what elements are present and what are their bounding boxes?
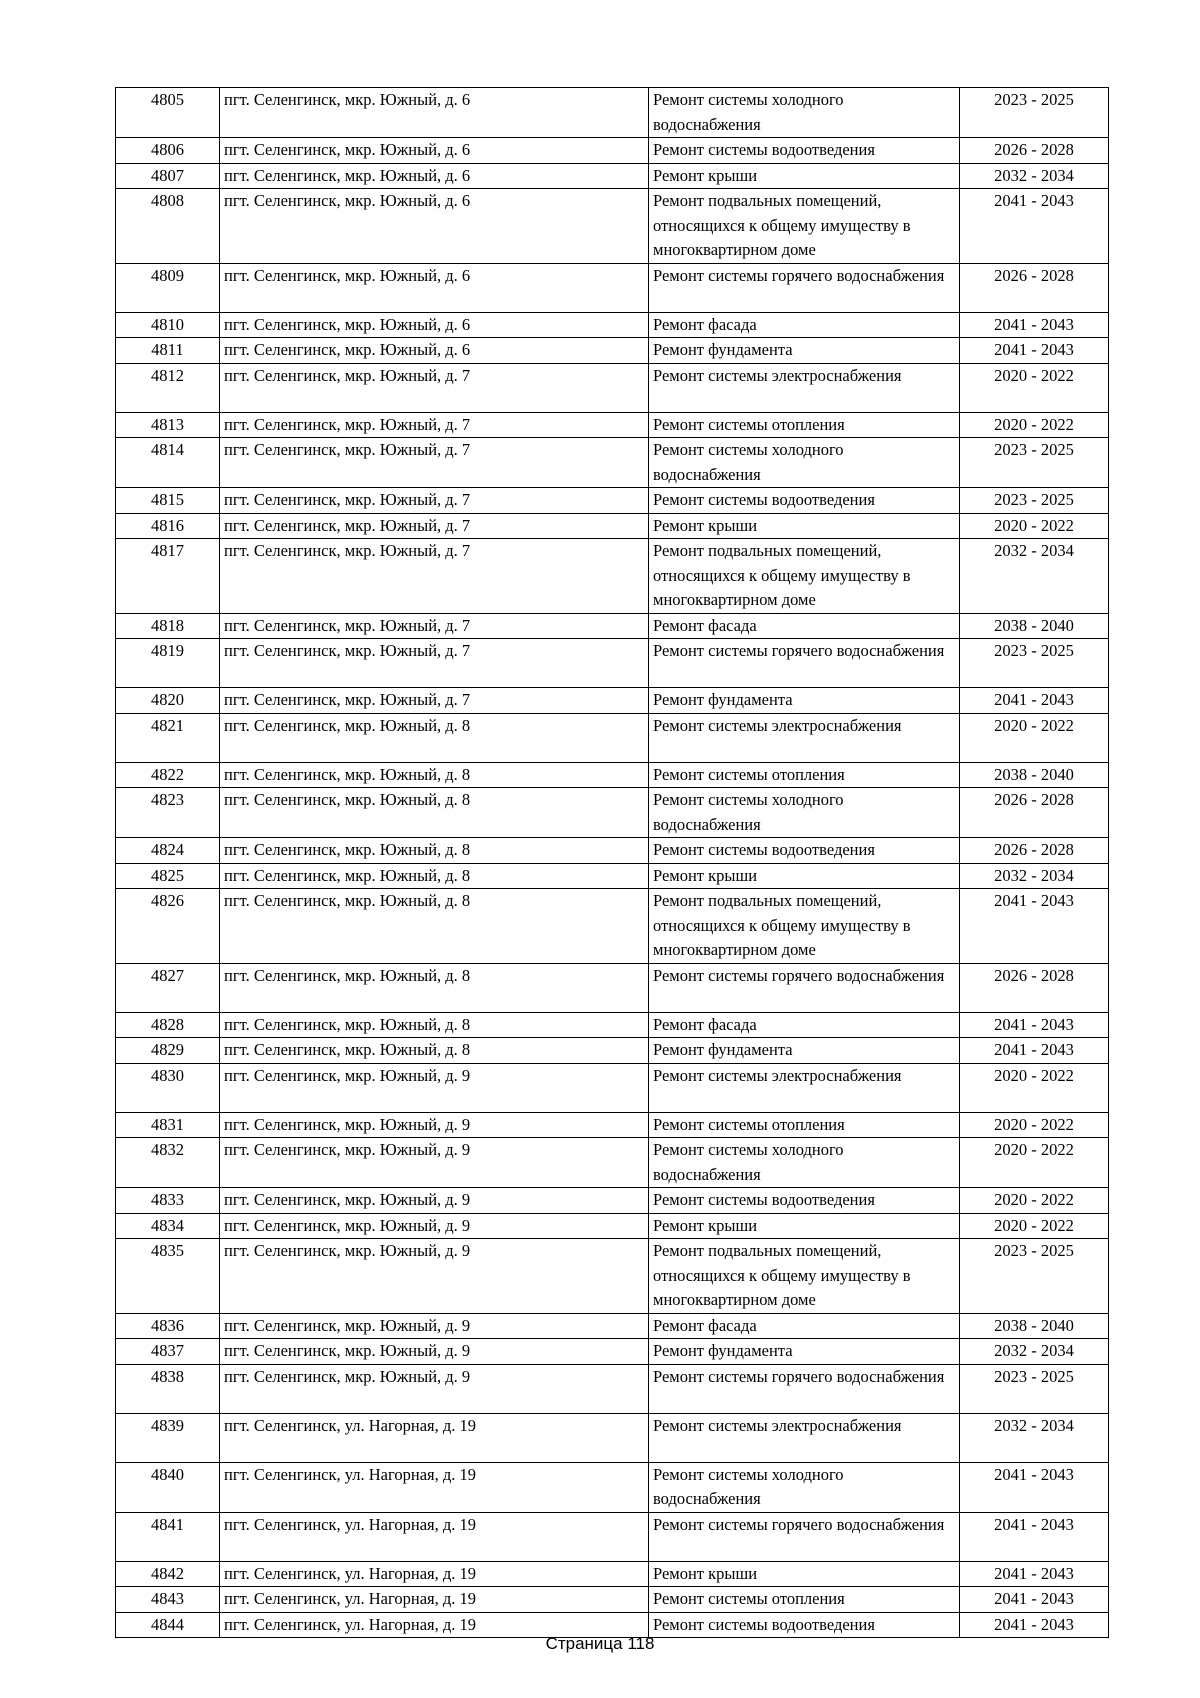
table-row <box>116 1413 1109 1462</box>
work-type-cell: Ремонт системы холодного водоснабжения <box>649 788 960 838</box>
table-row <box>116 788 1109 838</box>
period-cell: 2023 - 2025 <box>960 488 1109 514</box>
repair-schedule-table <box>115 87 1109 1638</box>
row-number: 4820 <box>116 688 220 714</box>
period-cell: 2023 - 2025 <box>960 1239 1109 1314</box>
row-number: 4839 <box>116 1413 220 1462</box>
address-cell: пгт. Селенгинск, мкр. Южный, д. 8 <box>220 889 649 964</box>
work-type-cell: Ремонт системы холодного водоснабжения <box>649 438 960 488</box>
work-type-cell: Ремонт системы отопления <box>649 762 960 788</box>
work-type-cell: Ремонт крыши <box>649 863 960 889</box>
table-row <box>116 1012 1109 1038</box>
table-row <box>116 713 1109 762</box>
period-cell: 2026 - 2028 <box>960 838 1109 864</box>
address-cell: пгт. Селенгинск, ул. Нагорная, д. 19 <box>220 1561 649 1587</box>
period-cell: 2020 - 2022 <box>960 412 1109 438</box>
row-number: 4834 <box>116 1213 220 1239</box>
work-type-cell: Ремонт системы холодного водоснабжения <box>649 1462 960 1512</box>
period-cell: 2026 - 2028 <box>960 138 1109 164</box>
table-row <box>116 1462 1109 1512</box>
table-row <box>116 1188 1109 1214</box>
work-type-cell: Ремонт системы холодного водоснабжения <box>649 88 960 138</box>
address-cell: пгт. Селенгинск, мкр. Южный, д. 6 <box>220 88 649 138</box>
row-number: 4826 <box>116 889 220 964</box>
period-cell: 2032 - 2034 <box>960 1339 1109 1365</box>
row-number: 4808 <box>116 189 220 264</box>
table-row <box>116 889 1109 964</box>
address-cell: пгт. Селенгинск, мкр. Южный, д. 9 <box>220 1313 649 1339</box>
table-row <box>116 438 1109 488</box>
address-cell: пгт. Селенгинск, мкр. Южный, д. 9 <box>220 1188 649 1214</box>
work-type-cell: Ремонт крыши <box>649 1561 960 1587</box>
work-type-cell: Ремонт фундамента <box>649 688 960 714</box>
table-row <box>116 613 1109 639</box>
period-cell: 2020 - 2022 <box>960 1112 1109 1138</box>
work-type-cell: Ремонт системы холодного водоснабжения <box>649 1138 960 1188</box>
table-row <box>116 1587 1109 1613</box>
table-row <box>116 963 1109 1012</box>
address-cell: пгт. Селенгинск, ул. Нагорная, д. 19 <box>220 1587 649 1613</box>
work-type-cell: Ремонт фасада <box>649 1313 960 1339</box>
row-number: 4840 <box>116 1462 220 1512</box>
period-cell: 2020 - 2022 <box>960 363 1109 412</box>
table-row <box>116 838 1109 864</box>
row-number: 4836 <box>116 1313 220 1339</box>
work-type-cell: Ремонт подвальных помещений, относящихся к общему имуществу в многоквартирном доме <box>649 889 960 964</box>
work-type-cell: Ремонт системы водоотведения <box>649 1612 960 1638</box>
row-number: 4805 <box>116 88 220 138</box>
work-type-cell: Ремонт системы электроснабжения <box>649 713 960 762</box>
period-cell: 2026 - 2028 <box>960 963 1109 1012</box>
address-cell: пгт. Селенгинск, ул. Нагорная, д. 19 <box>220 1462 649 1512</box>
row-number: 4825 <box>116 863 220 889</box>
table-row <box>116 1239 1109 1314</box>
table-row <box>116 263 1109 312</box>
period-cell: 2041 - 2043 <box>960 1038 1109 1064</box>
period-cell: 2041 - 2043 <box>960 688 1109 714</box>
period-cell: 2020 - 2022 <box>960 1138 1109 1188</box>
row-number: 4817 <box>116 539 220 614</box>
period-cell: 2038 - 2040 <box>960 762 1109 788</box>
work-type-cell: Ремонт системы отопления <box>649 1112 960 1138</box>
period-cell: 2023 - 2025 <box>960 88 1109 138</box>
period-cell: 2038 - 2040 <box>960 1313 1109 1339</box>
period-cell: 2032 - 2034 <box>960 863 1109 889</box>
row-number: 4821 <box>116 713 220 762</box>
row-number: 4811 <box>116 338 220 364</box>
address-cell: пгт. Селенгинск, мкр. Южный, д. 7 <box>220 412 649 438</box>
row-number: 4841 <box>116 1512 220 1561</box>
row-number: 4813 <box>116 412 220 438</box>
address-cell: пгт. Селенгинск, мкр. Южный, д. 7 <box>220 363 649 412</box>
row-number: 4835 <box>116 1239 220 1314</box>
table-row <box>116 488 1109 514</box>
work-type-cell: Ремонт фундамента <box>649 1339 960 1365</box>
table-body <box>116 88 1109 1638</box>
address-cell: пгт. Селенгинск, мкр. Южный, д. 7 <box>220 539 649 614</box>
period-cell: 2023 - 2025 <box>960 438 1109 488</box>
work-type-cell: Ремонт подвальных помещений, относящихся к общему имуществу в многоквартирном доме <box>649 539 960 614</box>
address-cell: пгт. Селенгинск, мкр. Южный, д. 9 <box>220 1364 649 1413</box>
address-cell: пгт. Селенгинск, мкр. Южный, д. 6 <box>220 338 649 364</box>
work-type-cell: Ремонт системы электроснабжения <box>649 1063 960 1112</box>
period-cell: 2032 - 2034 <box>960 1413 1109 1462</box>
work-type-cell: Ремонт системы горячего водоснабжения <box>649 1512 960 1561</box>
work-type-cell: Ремонт системы горячего водоснабжения <box>649 639 960 688</box>
period-cell: 2041 - 2043 <box>960 1462 1109 1512</box>
work-type-cell: Ремонт фундамента <box>649 1038 960 1064</box>
work-type-cell: Ремонт системы водоотведения <box>649 488 960 514</box>
table-row <box>116 1138 1109 1188</box>
address-cell: пгт. Селенгинск, мкр. Южный, д. 9 <box>220 1138 649 1188</box>
work-type-cell: Ремонт подвальных помещений, относящихся к общему имуществу в многоквартирном доме <box>649 189 960 264</box>
period-cell: 2026 - 2028 <box>960 263 1109 312</box>
table-row <box>116 163 1109 189</box>
address-cell: пгт. Селенгинск, мкр. Южный, д. 8 <box>220 762 649 788</box>
row-number: 4843 <box>116 1587 220 1613</box>
table-row <box>116 1512 1109 1561</box>
address-cell: пгт. Селенгинск, мкр. Южный, д. 9 <box>220 1063 649 1112</box>
row-number: 4844 <box>116 1612 220 1638</box>
row-number: 4809 <box>116 263 220 312</box>
address-cell: пгт. Селенгинск, мкр. Южный, д. 7 <box>220 513 649 539</box>
address-cell: пгт. Селенгинск, мкр. Южный, д. 6 <box>220 189 649 264</box>
table-row <box>116 338 1109 364</box>
row-number: 4816 <box>116 513 220 539</box>
address-cell: пгт. Селенгинск, мкр. Южный, д. 7 <box>220 488 649 514</box>
address-cell: пгт. Селенгинск, мкр. Южный, д. 8 <box>220 838 649 864</box>
address-cell: пгт. Селенгинск, мкр. Южный, д. 8 <box>220 713 649 762</box>
table-row <box>116 1313 1109 1339</box>
row-number: 4819 <box>116 639 220 688</box>
row-number: 4837 <box>116 1339 220 1365</box>
period-cell: 2023 - 2025 <box>960 1364 1109 1413</box>
table-row <box>116 1112 1109 1138</box>
work-type-cell: Ремонт системы отопления <box>649 412 960 438</box>
table-row <box>116 688 1109 714</box>
work-type-cell: Ремонт системы горячего водоснабжения <box>649 263 960 312</box>
row-number: 4807 <box>116 163 220 189</box>
work-type-cell: Ремонт системы водоотведения <box>649 1188 960 1214</box>
address-cell: пгт. Селенгинск, мкр. Южный, д. 9 <box>220 1213 649 1239</box>
period-cell: 2041 - 2043 <box>960 889 1109 964</box>
address-cell: пгт. Селенгинск, мкр. Южный, д. 6 <box>220 312 649 338</box>
work-type-cell: Ремонт системы горячего водоснабжения <box>649 1364 960 1413</box>
row-number: 4814 <box>116 438 220 488</box>
row-number: 4842 <box>116 1561 220 1587</box>
work-type-cell: Ремонт фасада <box>649 1012 960 1038</box>
work-type-cell: Ремонт системы водоотведения <box>649 138 960 164</box>
period-cell: 2041 - 2043 <box>960 1612 1109 1638</box>
work-type-cell: Ремонт системы отопления <box>649 1587 960 1613</box>
row-number: 4831 <box>116 1112 220 1138</box>
address-cell: пгт. Селенгинск, ул. Нагорная, д. 19 <box>220 1612 649 1638</box>
address-cell: пгт. Селенгинск, мкр. Южный, д. 9 <box>220 1112 649 1138</box>
period-cell: 2020 - 2022 <box>960 1188 1109 1214</box>
address-cell: пгт. Селенгинск, ул. Нагорная, д. 19 <box>220 1413 649 1462</box>
address-cell: пгт. Селенгинск, мкр. Южный, д. 7 <box>220 613 649 639</box>
address-cell: пгт. Селенгинск, мкр. Южный, д. 9 <box>220 1339 649 1365</box>
period-cell: 2020 - 2022 <box>960 1213 1109 1239</box>
row-number: 4838 <box>116 1364 220 1413</box>
period-cell: 2041 - 2043 <box>960 312 1109 338</box>
row-number: 4818 <box>116 613 220 639</box>
address-cell: пгт. Селенгинск, мкр. Южный, д. 8 <box>220 863 649 889</box>
address-cell: пгт. Селенгинск, мкр. Южный, д. 6 <box>220 263 649 312</box>
work-type-cell: Ремонт системы электроснабжения <box>649 1413 960 1462</box>
work-type-cell: Ремонт крыши <box>649 163 960 189</box>
address-cell: пгт. Селенгинск, мкр. Южный, д. 7 <box>220 438 649 488</box>
period-cell: 2038 - 2040 <box>960 613 1109 639</box>
address-cell: пгт. Селенгинск, мкр. Южный, д. 8 <box>220 1012 649 1038</box>
period-cell: 2041 - 2043 <box>960 189 1109 264</box>
period-cell: 2020 - 2022 <box>960 513 1109 539</box>
table-row <box>116 1038 1109 1064</box>
work-type-cell: Ремонт системы горячего водоснабжения <box>649 963 960 1012</box>
table-row <box>116 539 1109 614</box>
table-row <box>116 1213 1109 1239</box>
address-cell: пгт. Селенгинск, мкр. Южный, д. 9 <box>220 1239 649 1314</box>
table-row <box>116 1561 1109 1587</box>
table-row <box>116 513 1109 539</box>
period-cell: 2020 - 2022 <box>960 713 1109 762</box>
row-number: 4815 <box>116 488 220 514</box>
period-cell: 2026 - 2028 <box>960 788 1109 838</box>
work-type-cell: Ремонт системы электроснабжения <box>649 363 960 412</box>
work-type-cell: Ремонт крыши <box>649 1213 960 1239</box>
table-row <box>116 189 1109 264</box>
address-cell: пгт. Селенгинск, мкр. Южный, д. 8 <box>220 963 649 1012</box>
page-number: Страница 118 <box>545 1634 655 1653</box>
table-row <box>116 138 1109 164</box>
work-type-cell: Ремонт фундамента <box>649 338 960 364</box>
table-row <box>116 88 1109 138</box>
period-cell: 2041 - 2043 <box>960 1012 1109 1038</box>
period-cell: 2041 - 2043 <box>960 1512 1109 1561</box>
address-cell: пгт. Селенгинск, мкр. Южный, д. 8 <box>220 788 649 838</box>
table-row <box>116 1063 1109 1112</box>
period-cell: 2041 - 2043 <box>960 1561 1109 1587</box>
period-cell: 2032 - 2034 <box>960 163 1109 189</box>
period-cell: 2041 - 2043 <box>960 338 1109 364</box>
table-row <box>116 1364 1109 1413</box>
table-row <box>116 412 1109 438</box>
table-row <box>116 639 1109 688</box>
row-number: 4822 <box>116 762 220 788</box>
address-cell: пгт. Селенгинск, мкр. Южный, д. 8 <box>220 1038 649 1064</box>
row-number: 4827 <box>116 963 220 1012</box>
row-number: 4810 <box>116 312 220 338</box>
work-type-cell: Ремонт системы водоотведения <box>649 838 960 864</box>
row-number: 4830 <box>116 1063 220 1112</box>
row-number: 4832 <box>116 1138 220 1188</box>
period-cell: 2023 - 2025 <box>960 639 1109 688</box>
row-number: 4812 <box>116 363 220 412</box>
address-cell: пгт. Селенгинск, ул. Нагорная, д. 19 <box>220 1512 649 1561</box>
table-row <box>116 1339 1109 1365</box>
row-number: 4806 <box>116 138 220 164</box>
table-row <box>116 363 1109 412</box>
address-cell: пгт. Селенгинск, мкр. Южный, д. 7 <box>220 639 649 688</box>
row-number: 4823 <box>116 788 220 838</box>
table-row <box>116 863 1109 889</box>
row-number: 4828 <box>116 1012 220 1038</box>
period-cell: 2041 - 2043 <box>960 1587 1109 1613</box>
row-number: 4829 <box>116 1038 220 1064</box>
period-cell: 2020 - 2022 <box>960 1063 1109 1112</box>
row-number: 4824 <box>116 838 220 864</box>
address-cell: пгт. Селенгинск, мкр. Южный, д. 6 <box>220 138 649 164</box>
work-type-cell: Ремонт крыши <box>649 513 960 539</box>
table-row <box>116 312 1109 338</box>
address-cell: пгт. Селенгинск, мкр. Южный, д. 7 <box>220 688 649 714</box>
work-type-cell: Ремонт фасада <box>649 613 960 639</box>
work-type-cell: Ремонт подвальных помещений, относящихся к общему имуществу в многоквартирном доме <box>649 1239 960 1314</box>
address-cell: пгт. Селенгинск, мкр. Южный, д. 6 <box>220 163 649 189</box>
table-row <box>116 762 1109 788</box>
work-type-cell: Ремонт фасада <box>649 312 960 338</box>
period-cell: 2032 - 2034 <box>960 539 1109 614</box>
row-number: 4833 <box>116 1188 220 1214</box>
